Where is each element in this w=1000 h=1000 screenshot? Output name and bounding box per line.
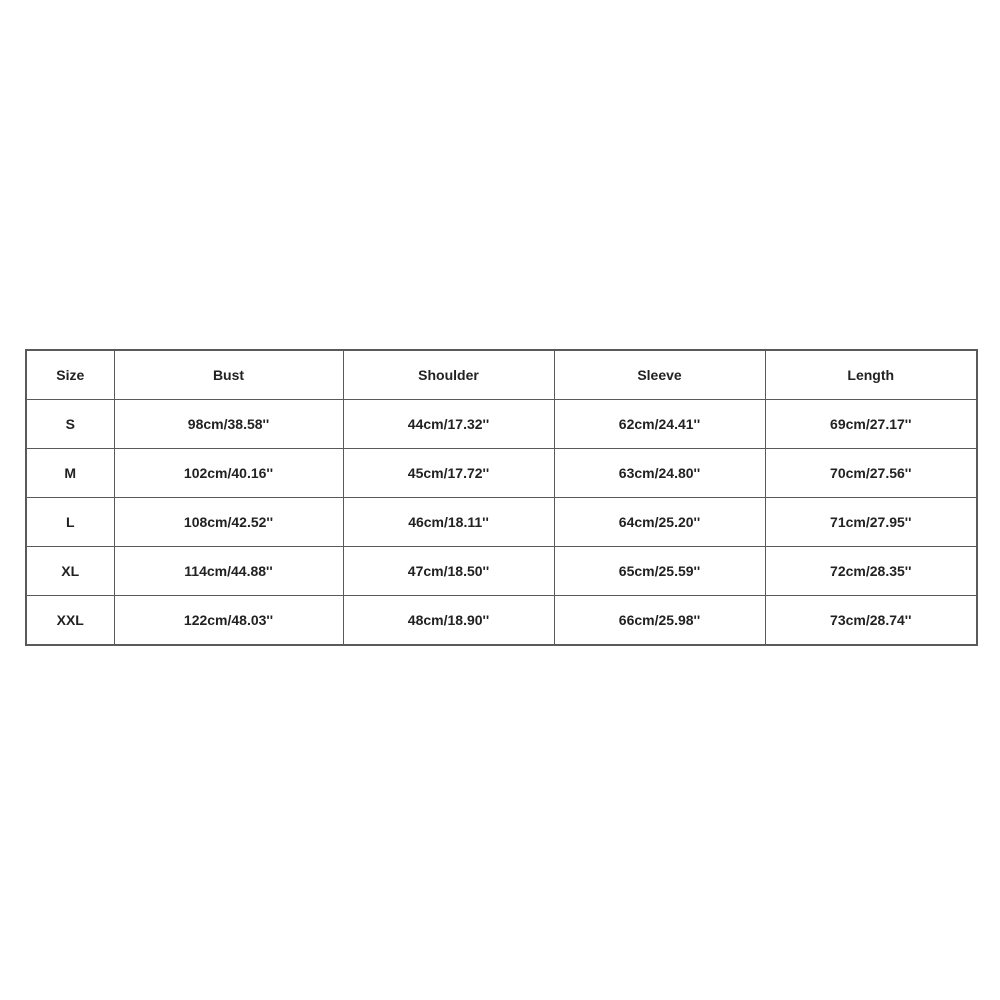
header-size: Size (26, 350, 114, 400)
header-row (26, 350, 977, 400)
header-length: Length (765, 350, 977, 400)
size-cell: XL (26, 547, 114, 596)
size-cell: L (26, 498, 114, 547)
table-row (26, 498, 977, 547)
size-cell: XXL (26, 596, 114, 646)
sleeve-cell: 65cm/25.59'' (554, 547, 765, 596)
sleeve-cell: 66cm/25.98'' (554, 596, 765, 646)
bust-cell: 114cm/44.88'' (114, 547, 343, 596)
sleeve-cell: 63cm/24.80'' (554, 449, 765, 498)
header-bust: Bust (114, 350, 343, 400)
length-cell: 70cm/27.56'' (765, 449, 977, 498)
bust-cell: 122cm/48.03'' (114, 596, 343, 646)
bust-cell: 98cm/38.58'' (114, 400, 343, 449)
shoulder-cell: 47cm/18.50'' (343, 547, 554, 596)
shoulder-cell: 44cm/17.32'' (343, 400, 554, 449)
table-row (26, 596, 977, 646)
header-shoulder: Shoulder (343, 350, 554, 400)
header-sleeve: Sleeve (554, 350, 765, 400)
table-row (26, 449, 977, 498)
length-cell: 71cm/27.95'' (765, 498, 977, 547)
length-cell: 72cm/28.35'' (765, 547, 977, 596)
shoulder-cell: 46cm/18.11'' (343, 498, 554, 547)
shoulder-cell: 45cm/17.72'' (343, 449, 554, 498)
sleeve-cell: 62cm/24.41'' (554, 400, 765, 449)
size-chart-table (25, 349, 978, 646)
shoulder-cell: 48cm/18.90'' (343, 596, 554, 646)
bust-cell: 108cm/42.52'' (114, 498, 343, 547)
bust-cell: 102cm/40.16'' (114, 449, 343, 498)
table-row (26, 547, 977, 596)
sleeve-cell: 64cm/25.20'' (554, 498, 765, 547)
size-cell: M (26, 449, 114, 498)
table-row (26, 400, 977, 449)
length-cell: 73cm/28.74'' (765, 596, 977, 646)
length-cell: 69cm/27.17'' (765, 400, 977, 449)
size-cell: S (26, 400, 114, 449)
